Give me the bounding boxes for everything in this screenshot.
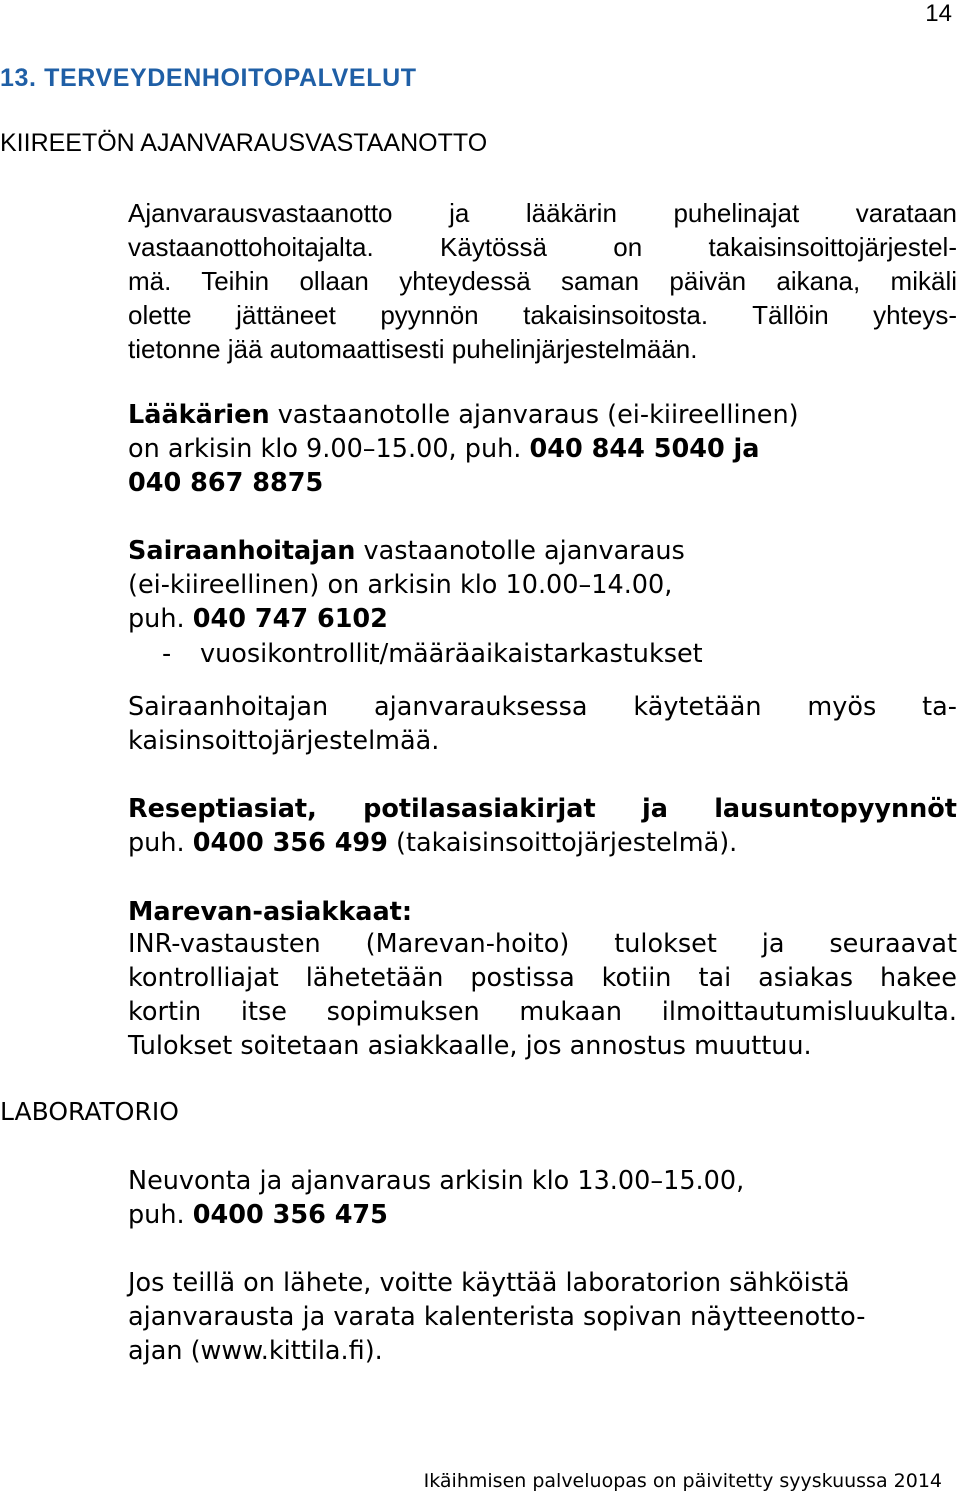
doctors-phone-2: 040 867 8875	[128, 468, 324, 498]
section-heading-ajanvaraus: KIIREETÖN AJANVARAUSVASTAANOTTO	[0, 129, 488, 157]
marevan-line: Tulokset soitetaan asiakkaalle, jos annostus muuttuu.	[128, 1031, 812, 1061]
prescriptions-line	[128, 826, 957, 860]
lab-hours: Neuvonta ja ajanvaraus arkisin klo 13.00–15.00,	[128, 1166, 745, 1196]
lab-phone-line	[128, 1198, 957, 1232]
page-number: 14	[925, 0, 952, 27]
lab-phone: 0400 356 475	[192, 1200, 388, 1230]
doctors-phone: 040 844 5040 ja	[529, 434, 760, 464]
nurse-lead: Sairaanhoitajan	[128, 536, 356, 566]
bullet-text: vuosikontrollit/määräaikaistarkastukset	[200, 639, 703, 669]
intro-line: olette jättäneet pyynnön takaisinsoitosta. Tällöin yhteys-	[128, 300, 957, 330]
page-footer: Ikäihmisen palveluopas on päivitetty syyskuussa 2014	[423, 1470, 942, 1492]
marevan-heading: Marevan-asiakkaat:	[128, 897, 413, 927]
intro-line: tietonne jää automaattisesti puhelinjärjestelmään.	[128, 334, 698, 364]
nurse-bullet	[128, 637, 957, 671]
doctors-text: vastaanotolle ajanvaraus (ei-kiireellinen)	[269, 400, 799, 430]
lab-phone-label: puh.	[128, 1200, 193, 1230]
marevan-line: kontrolliajat lähetetään postissa kotiin tai asiakas hakee	[128, 963, 957, 993]
referral-line: Jos teillä on lähete, voitte käyttää laboratorion sähköistä	[128, 1268, 850, 1298]
nurse-text: vastaanotolle ajanvaraus	[355, 536, 685, 566]
bullet-dash: -	[162, 639, 172, 669]
nurse-phone: 040 747 6102	[192, 604, 388, 634]
prescriptions-heading: Reseptiasiat, potilasasiakirjat ja lausuntopyynnöt	[128, 794, 957, 824]
prescriptions-note: (takaisinsoittojärjestelmä).	[387, 828, 738, 858]
callback-line: kaisinsoittojärjestelmää.	[128, 726, 440, 756]
intro-line: mä. Teihin ollaan yhteydessä saman päivän aikana, mikäli	[128, 266, 957, 296]
section-heading-laboratorio: LABORATORIO	[0, 1097, 179, 1126]
nurse-phone-label: puh.	[128, 604, 193, 634]
doctors-hours: on arkisin klo 9.00–15.00, puh.	[128, 434, 530, 464]
doctors-line	[128, 398, 957, 432]
nurse-line	[128, 534, 957, 568]
doctors-lead: Lääkärien	[128, 400, 270, 430]
nurse-hours: (ei-kiireellinen) on arkisin klo 10.00–14.00,	[128, 570, 673, 600]
marevan-line: kortin itse sopimuksen mukaan ilmoittautumisluukulta.	[128, 997, 957, 1027]
prescriptions-phone: 0400 356 499	[192, 828, 388, 858]
chapter-title: 13. TERVEYDENHOITOPALVELUT	[0, 64, 417, 92]
intro-line: vastaanottohoitajalta. Käytössä on takaisinsoittojärjestel-	[128, 232, 957, 262]
doctors-line	[128, 432, 957, 466]
marevan-line: INR-vastausten (Marevan-hoito) tulokset ja seuraavat	[128, 929, 957, 959]
referral-line: ajanvarausta ja varata kalenterista sopivan näytteenotto-	[128, 1302, 866, 1332]
callback-line: Sairaanhoitajan ajanvarauksessa käytetään myös ta-	[128, 692, 957, 722]
intro-line: Ajanvarausvastaanotto ja lääkärin puhelinajat varataan	[128, 198, 957, 228]
prescriptions-phone-label: puh.	[128, 828, 193, 858]
referral-line: ajan (www.kittila.fi).	[128, 1336, 383, 1366]
nurse-line	[128, 602, 957, 636]
